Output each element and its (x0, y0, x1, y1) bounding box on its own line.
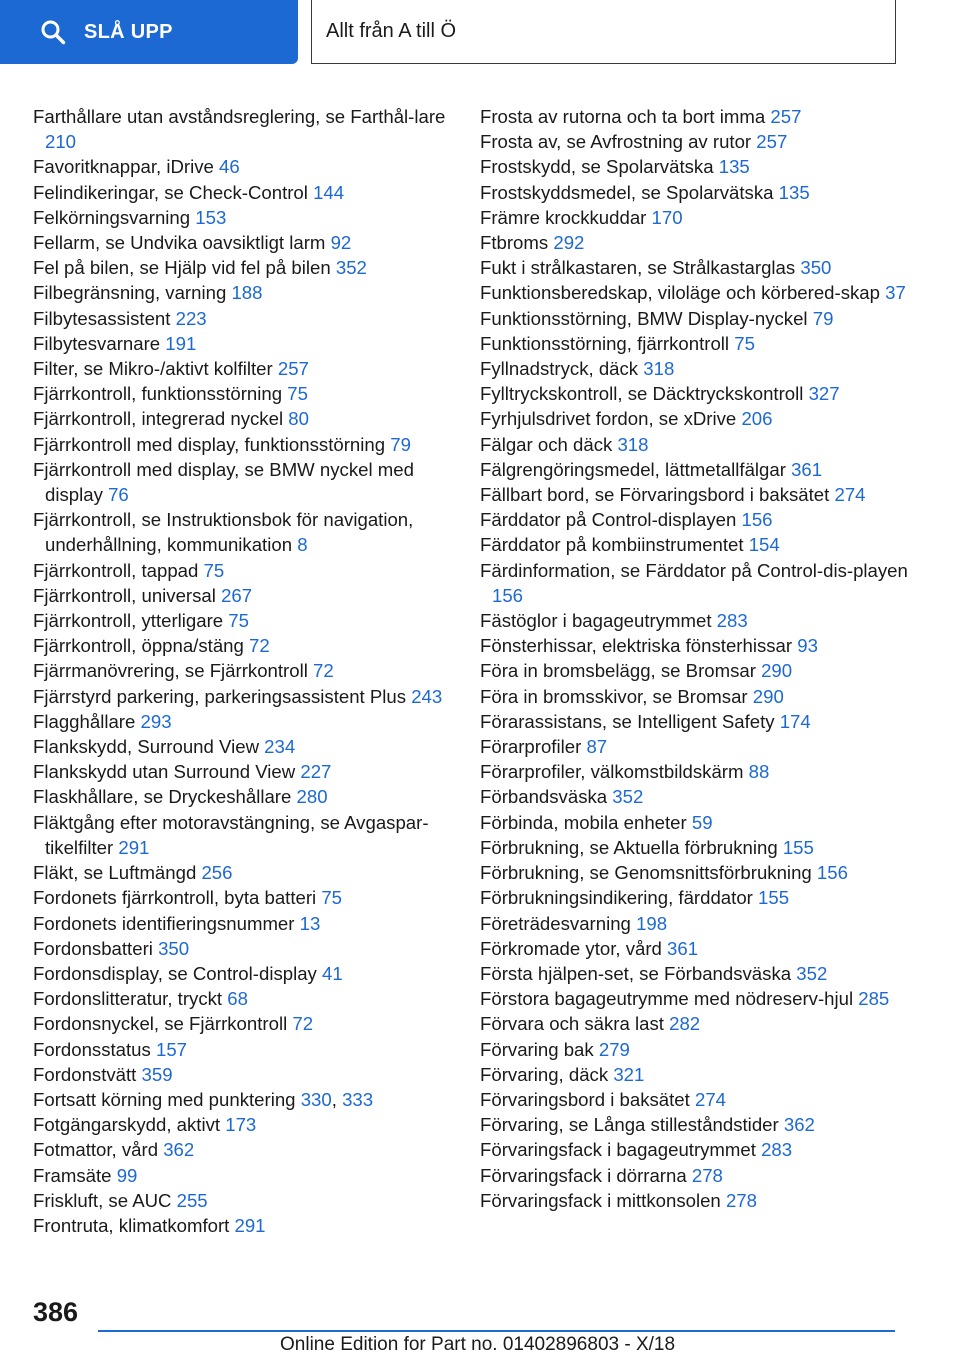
index-entry-text: Funktionsberedskap, viloläge och körbered‐skap (480, 282, 880, 304)
page-link[interactable]: 75 (321, 887, 343, 909)
index-entry-text: Flankskydd utan Surround View (33, 761, 296, 783)
page-link[interactable]: 293 (140, 710, 172, 732)
index-entry-text: Flaskhållare, se Dryckeshållare (33, 786, 292, 808)
page-link[interactable]: 156 (492, 584, 524, 606)
search-icon (40, 19, 66, 45)
index-entry (480, 1062, 920, 1087)
page-link[interactable]: 154 (748, 534, 780, 556)
index-entry-text: Fordonets fjärrkontroll, byta batteri (33, 887, 317, 909)
page-link[interactable]: 156 (741, 509, 773, 531)
index-entry (480, 608, 920, 633)
page-link[interactable]: 135 (778, 181, 810, 203)
index-entry-text: Fotmattor, vård (33, 1139, 159, 1161)
index-entry (33, 356, 473, 381)
index-entry-text: Felkörningsvarning (33, 206, 191, 228)
index-entry (480, 684, 920, 709)
index-entry (33, 381, 473, 406)
index-entry-text: Fel på bilen, se Hjälp vid fel på bilen (33, 257, 331, 279)
page-link[interactable]: 59 (691, 811, 713, 833)
index-entry (480, 784, 920, 809)
index-entry (480, 381, 920, 406)
index-entry (480, 230, 920, 255)
page-link[interactable]: 223 (175, 307, 207, 329)
index-entry-text: Fjärrkontroll med display, funktionsstörning (33, 433, 386, 455)
index-entry-text: Ftbroms (480, 232, 549, 254)
page-link[interactable]: 361 (667, 937, 699, 959)
page-link[interactable]: 330 (300, 1088, 332, 1110)
index-entry (480, 457, 920, 482)
index-entry-text: Förbrukning, se Aktuella förbrukning (480, 836, 778, 858)
index-entry (480, 154, 920, 179)
index-entry (480, 1188, 920, 1213)
page-number: 386 (33, 1297, 79, 1327)
page-link[interactable]: 257 (756, 131, 788, 153)
index-entry (480, 482, 920, 507)
index-entry (33, 1163, 473, 1188)
page-link[interactable]: 99 (116, 1164, 138, 1186)
page-link[interactable]: 155 (758, 887, 790, 909)
index-entry-text: Fordonsbatteri (33, 937, 153, 959)
index-entry (33, 1037, 473, 1062)
page-link[interactable]: 352 (335, 257, 367, 279)
index-entry-text: Fläktgång efter motoravstängning, se Avgaspar‐tikelfilter (33, 811, 429, 858)
index-entry-text: Friskluft, se AUC (33, 1189, 172, 1211)
page-link[interactable]: 274 (694, 1088, 727, 1110)
index-entry (33, 936, 473, 961)
index-entry (33, 911, 473, 936)
index-entry (33, 154, 473, 179)
page-link[interactable]: 291 (118, 836, 150, 858)
index-entry-text: Fjärrkontroll, integrerad nyckel (33, 408, 284, 430)
page-link[interactable]: 79 (390, 433, 411, 455)
index-entry-text: Förbandsväska (480, 786, 608, 808)
index-entry-text: Förvaring bak (480, 1038, 594, 1060)
index-entry-text: Fjärrstyrd parkering, parkeringsassistent Plus (33, 685, 407, 707)
page-link[interactable]: 80 (288, 408, 309, 430)
index-entry (480, 406, 920, 431)
page-link[interactable]: 144 (313, 181, 345, 203)
page-link[interactable]: 87 (586, 736, 608, 758)
index-entry (33, 180, 473, 205)
search-button[interactable] (0, 0, 298, 64)
index-entry-text: Fönsterhissar, elektriska fönsterhissar (480, 635, 793, 657)
index-entry-text: Främre krockkuddar (480, 206, 647, 228)
index-entry (480, 432, 920, 457)
index-entry-text: Fotgängarskydd, aktivt (33, 1114, 221, 1136)
index-entry-text: Förvaring, se Långa stilleståndstider (480, 1114, 779, 1136)
index-entry (33, 583, 473, 608)
search-button-label: SLÅ UPP (84, 20, 173, 43)
index-entry-text: Fjärrmanövrering, se Fjärrkontroll (33, 660, 308, 682)
page-link[interactable]: 206 (741, 408, 773, 430)
index-entry-text: Fjärrkontroll, se Instruktionsbok för navigation, underhållning, kommunikation (33, 509, 414, 556)
page-link[interactable]: 278 (725, 1189, 757, 1211)
index-entry-text: Förarprofiler (480, 736, 582, 758)
index-entry-text: Fästöglor i bagageutrymmet (480, 610, 712, 632)
index-entry (480, 1163, 920, 1188)
page-link[interactable]: 170 (651, 206, 683, 228)
index-entry-text: Förvaringsfack i dörrarna (480, 1164, 687, 1186)
index-entry (33, 961, 473, 986)
index-entry-text: Fyllnadstryck, däck (480, 358, 639, 380)
index-entry (480, 936, 920, 961)
index-entry (480, 180, 920, 205)
page-link[interactable]: 291 (234, 1214, 266, 1236)
index-entry (480, 532, 920, 557)
index-entry-text: Filter, se Mikro-/aktivt kolfilter (33, 358, 273, 380)
index-column-left (33, 104, 473, 1238)
index-entry (33, 205, 473, 230)
index-entry (33, 658, 473, 683)
page-link[interactable]: 75 (203, 559, 225, 581)
page-link[interactable]: 37 (885, 282, 906, 304)
index-entry (33, 104, 473, 154)
index-entry-text: Förbrukningsindikering, färddator (480, 887, 753, 909)
index-entry (480, 1112, 920, 1137)
index-entry (480, 911, 920, 936)
index-entry-text: Fukt i strålkastaren, se Strålkastarglas (480, 257, 796, 279)
page-link[interactable]: 362 (783, 1114, 815, 1136)
index-entry-text: Fortsatt körning med punktering (33, 1088, 296, 1110)
index-entry (480, 1137, 920, 1162)
index-entry (33, 860, 473, 885)
footer-rule (98, 1330, 895, 1332)
index-entry (480, 205, 920, 230)
index-entry-text: Färddator på kombiinstrumentet (480, 534, 744, 556)
index-entry-text: Färddator på Control-displayen (480, 509, 737, 531)
page-link[interactable]: 155 (782, 836, 814, 858)
index-entry-text: Frostskyddsmedel, se Spolarvätska (480, 181, 774, 203)
index-entry-text: Fjärrkontroll med display, se BMW nyckel med display (33, 458, 414, 506)
page-link[interactable]: 8 (297, 534, 308, 556)
page-link[interactable]: 285 (858, 988, 890, 1010)
index-entry-text: Fälgrengöringsmedel, lättmetallfälgar (480, 458, 786, 480)
page-link[interactable]: 279 (598, 1038, 630, 1060)
page-link[interactable]: 243 (411, 685, 443, 707)
index-entry (480, 1037, 920, 1062)
index-entry (33, 230, 473, 255)
index-entry-text: Fordonsstatus (33, 1038, 151, 1060)
index-entry-text: Fjärrkontroll, universal (33, 584, 216, 606)
index-entry (33, 684, 473, 709)
page-link[interactable]: 274 (834, 484, 866, 506)
page-link[interactable]: 75 (734, 332, 755, 354)
page-link[interactable]: 267 (221, 584, 253, 606)
index-entry (480, 1087, 920, 1112)
index-entry-text: Förvara och säkra last (480, 1013, 664, 1035)
index-entry-text: Frosta av, se Avfrostning av rutor (480, 131, 752, 153)
footer-edition-text: Online Edition for Part no. 01402896803 - X/18 (280, 1334, 676, 1355)
index-entry (33, 457, 473, 507)
index-entry (33, 255, 473, 280)
index-entry-text: Färdinformation, se Färddator på Control-dis‐playen (480, 559, 908, 581)
page-link[interactable]: 256 (201, 862, 233, 884)
page-link[interactable]: 352 (612, 786, 644, 808)
index-entry: Fortsatt körning med punktering 330, 333 (33, 1088, 374, 1110)
index-entry (480, 986, 920, 1011)
page-link[interactable]: 72 (292, 1013, 314, 1035)
page-link[interactable]: 156 (816, 862, 848, 884)
page-link[interactable]: 257 (770, 106, 802, 127)
index-entry-text: Filbegränsning, varning (33, 282, 227, 304)
page-link[interactable]: 283 (761, 1139, 793, 1161)
index-entry (33, 810, 473, 860)
section-title: Allt från A till Ö (326, 20, 457, 42)
index-entry (480, 658, 920, 683)
index-entry-text: Förvaring, däck (480, 1063, 609, 1085)
page-link[interactable]: 173 (225, 1114, 257, 1136)
page-link[interactable]: 283 (716, 610, 748, 632)
index-entry (33, 986, 473, 1011)
index-entry-text: Favoritknappar, iDrive (33, 156, 214, 178)
page-link[interactable]: 188 (231, 282, 263, 304)
page-link[interactable]: 278 (691, 1164, 723, 1186)
index-entry-text: Förvaringsfack i mittkonsolen (480, 1189, 721, 1211)
page-link[interactable]: 327 (808, 383, 840, 405)
page-link[interactable]: 333 (342, 1088, 374, 1110)
index-entry-text: Fordonsnyckel, se Fjärrkontroll (33, 1013, 288, 1035)
page-link[interactable]: 210 (45, 131, 77, 153)
page-link[interactable]: 72 (249, 635, 270, 657)
index-entry (33, 1213, 473, 1238)
page-link[interactable]: 88 (748, 761, 770, 783)
index-entry (33, 759, 473, 784)
index-entry-text: Föra in bromsbelägg, se Bromsar (480, 660, 756, 682)
index-entry-text: Fyrhjulsdrivet fordon, se xDrive (480, 408, 737, 430)
index-entry-text: Förbinda, mobila enheter (480, 811, 687, 833)
index-entry (33, 734, 473, 759)
index-entry (480, 633, 920, 658)
index-entry (480, 306, 920, 331)
index-entry-text: Första hjälpen-set, se Förbandsväska (480, 962, 792, 984)
index-entry (33, 784, 473, 809)
page-link[interactable]: 255 (176, 1189, 208, 1211)
page-link[interactable]: 93 (797, 635, 818, 657)
index-entry (33, 633, 473, 658)
index-entry (480, 810, 920, 835)
index-entry-text: Förbrukning, se Genomsnittsförbrukning (480, 862, 812, 884)
page-link[interactable]: 318 (617, 433, 649, 455)
index-entry (33, 1112, 473, 1137)
index-entry-text: Förstora bagageutrymme med nödreserv‐hjul (480, 988, 854, 1010)
page-link[interactable]: 198 (636, 912, 668, 934)
index-entry (33, 608, 473, 633)
page-link[interactable]: 318 (643, 358, 675, 380)
index-entry-text: Flankskydd, Surround View (33, 736, 259, 758)
index-entry-text: Funktionsstörning, fjärrkontroll (480, 332, 730, 354)
index-entry-text: Frosta av rutorna och ta bort imma (480, 106, 766, 127)
index-column-right (480, 104, 920, 1213)
page-link[interactable]: 359 (141, 1063, 173, 1085)
index-entry-text: Förkromade ytor, vård (480, 937, 662, 959)
index-entry (33, 1011, 473, 1036)
page-link[interactable]: 361 (791, 458, 823, 480)
page-link[interactable]: 292 (553, 232, 585, 254)
index-entry (480, 961, 920, 986)
index-entry (33, 507, 473, 557)
section-title-box (311, 0, 896, 64)
page-link[interactable]: 157 (156, 1038, 188, 1060)
index-entry-text: Fälgar och däck (480, 433, 613, 455)
index-entry-text: Flagghållare (33, 710, 136, 732)
page-link[interactable]: 174 (779, 710, 811, 732)
page-link[interactable]: 13 (299, 912, 321, 934)
index-entry-text: Förarassistans, se Intelligent Safety (480, 710, 775, 732)
index-entry (480, 860, 920, 885)
index-entry (480, 331, 920, 356)
index-entry (33, 1062, 473, 1087)
index-entry-text: Fläkt, se Luftmängd (33, 862, 197, 884)
top-bar (0, 0, 960, 66)
index-entry-text: Företrädesvarning (480, 912, 631, 934)
index-entry-text: Frostskydd, se Spolarvätska (480, 156, 714, 178)
index-entry (480, 1011, 920, 1036)
index-entry (33, 306, 473, 331)
index-entry (33, 432, 473, 457)
index-entry (480, 129, 920, 154)
page-link[interactable]: 280 (296, 786, 328, 808)
index-entry-text: Fjärrkontroll, öppna/stäng (33, 635, 244, 657)
page-link[interactable]: 350 (158, 937, 190, 959)
page-link[interactable]: 191 (165, 332, 197, 354)
page-link[interactable]: 290 (752, 685, 784, 707)
index-entry-text: Framsäte (33, 1164, 112, 1186)
page-link[interactable]: 362 (163, 1139, 195, 1161)
index-entry (480, 280, 920, 305)
page-link[interactable]: 72 (313, 660, 334, 682)
page-link[interactable]: 75 (228, 610, 249, 632)
page-link[interactable]: 234 (264, 736, 296, 758)
page-link[interactable]: 290 (761, 660, 793, 682)
index-entry (33, 331, 473, 356)
footer-edition (280, 1334, 675, 1356)
index-entry-text: Förvaringsbord i baksätet (480, 1088, 690, 1110)
index-entry (480, 885, 920, 910)
page-link[interactable]: 257 (277, 358, 309, 380)
page-link[interactable]: 321 (613, 1063, 645, 1085)
page-link[interactable]: 350 (800, 257, 832, 279)
index-entry (480, 507, 920, 532)
index-entry-text: Felindikeringar, se Check-Control (33, 181, 308, 203)
page-link[interactable]: 79 (812, 307, 834, 329)
index-entry (480, 558, 920, 608)
page-link[interactable]: 76 (108, 484, 129, 506)
index-entry-text: Farthållare utan avståndsreglering, se Farthål‐lare (33, 106, 446, 127)
page-link[interactable]: 46 (219, 156, 240, 178)
index-entry (33, 1188, 473, 1213)
index-entry-text: Fällbart bord, se Förvaringsbord i baksätet (480, 484, 830, 506)
index-entry (480, 255, 920, 280)
index-entry (480, 356, 920, 381)
index-entry-text: Förarprofiler, välkomstbildskärm (480, 761, 744, 783)
index-entry-text: Funktionsstörning, BMW Display-nyckel (480, 307, 808, 329)
index-entry (33, 1137, 473, 1162)
index-entry-text: Fordonets identifieringsnummer (33, 912, 295, 934)
index-entry-text: Filbytesassistent (33, 307, 171, 329)
index-entry (480, 709, 920, 734)
page-link[interactable]: 135 (718, 156, 750, 178)
page-link[interactable]: 352 (796, 962, 828, 984)
index-entry-text: Frontruta, klimatkomfort (33, 1214, 230, 1236)
page-link[interactable]: 282 (669, 1013, 701, 1035)
index-entry (480, 759, 920, 784)
index-entry-text: Fjärrkontroll, ytterligare (33, 610, 224, 632)
index-entry-text: Fjärrkontroll, tappad (33, 559, 199, 581)
index-entry-text: Fordonslitteratur, tryckt (33, 988, 223, 1010)
index-entry-text: Förvaringsfack i bagageutrymmet (480, 1139, 756, 1161)
page-link[interactable]: 41 (322, 962, 343, 984)
index-entry-text: Fellarm, se Undvika oavsiktligt larm (33, 232, 326, 254)
index-entry-text: Fjärrkontroll, funktionsstörning (33, 383, 283, 405)
index-entry (480, 104, 920, 129)
index-entry (480, 835, 920, 860)
page-link[interactable]: 227 (300, 761, 332, 783)
index-entry-text: Filbytesvarnare (33, 332, 161, 354)
index-entry (480, 734, 920, 759)
page-link[interactable]: 153 (195, 206, 227, 228)
index-entry-text: Fordonsdisplay, se Control-display (33, 962, 317, 984)
page-link[interactable]: 68 (227, 988, 248, 1010)
index-entry (33, 885, 473, 910)
index-entry (33, 709, 473, 734)
index-entry-text: Fordonstvätt (33, 1063, 137, 1085)
index-entry-text: Fylltryckskontroll, se Däcktryckskontroll (480, 383, 804, 405)
index-entry (33, 558, 473, 583)
index-entry (33, 406, 473, 431)
index-entry-text: Föra in bromsskivor, se Bromsar (480, 685, 748, 707)
page-link[interactable]: 92 (330, 232, 352, 254)
page-link[interactable]: 75 (287, 383, 308, 405)
index-entry (33, 280, 473, 305)
